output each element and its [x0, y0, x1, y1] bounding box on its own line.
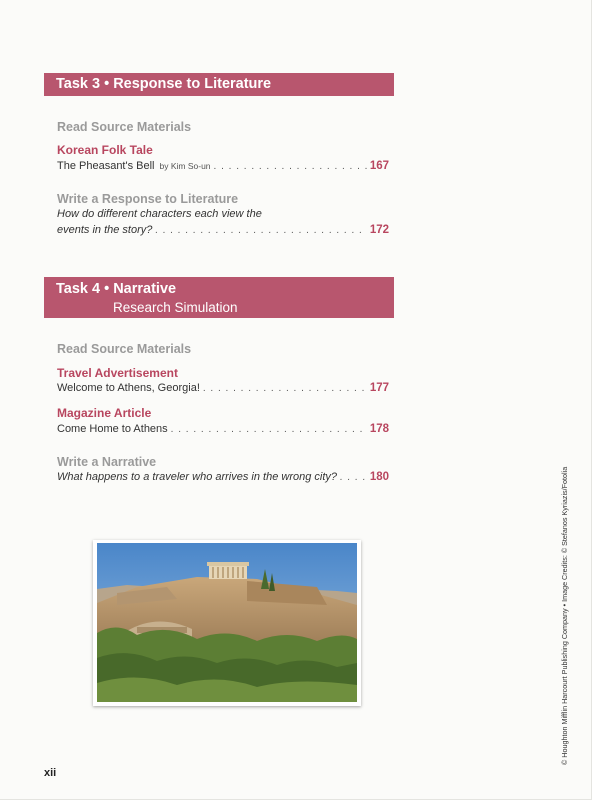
item1-page: 177 — [369, 382, 389, 394]
item2-title: Come Home to Athens — [57, 423, 168, 435]
item2-page: 178 — [369, 423, 389, 435]
task3-question-entry[interactable] — [57, 224, 389, 236]
task4-question-entry[interactable] — [57, 471, 389, 483]
leader-dots — [155, 225, 366, 236]
task4-subtitle: Research Simulation — [113, 300, 238, 315]
leader-dots — [340, 472, 367, 483]
leader-dots — [171, 424, 367, 435]
item1-title: Welcome to Athens, Georgia! — [57, 382, 200, 394]
task3-title: Task 3 • Response to Literature — [56, 76, 272, 92]
task3-story-entry[interactable] — [57, 160, 389, 172]
task3-category: Korean Folk Tale — [57, 143, 153, 157]
task4-read-heading: Read Source Materials — [57, 342, 192, 356]
photo-frame — [93, 540, 361, 706]
page-number: xii — [44, 767, 57, 779]
task4-title: Task 4 • Narrative — [56, 281, 177, 297]
acropolis-photo — [97, 543, 357, 702]
story-page: 167 — [369, 160, 389, 172]
task3-question-page: 172 — [369, 224, 389, 236]
task4-category2: Magazine Article — [57, 406, 152, 420]
leader-dots — [203, 383, 367, 394]
task4-write-heading: Write a Narrative — [57, 455, 157, 469]
task4-item1-entry[interactable] — [57, 382, 389, 394]
task3-read-heading: Read Source Materials — [57, 120, 192, 134]
task3-banner — [44, 73, 394, 96]
task4-question: What happens to a traveler who arrives in the wrong city? — [57, 471, 338, 483]
task4-question-page: 180 — [369, 471, 389, 483]
image-credit: © Houghton Mifflin Harcourt Publishing Company • Image Credits: © Stefanos Kyriazis/Fotolia — [560, 466, 569, 765]
story-title: The Pheasant's Bell — [57, 160, 155, 172]
task4-category1: Travel Advertisement — [57, 366, 178, 380]
task3-question-line1: How do different characters each view the — [57, 208, 262, 220]
task3-write-heading: Write a Response to Literature — [57, 192, 239, 206]
leader-dots — [214, 161, 367, 172]
task3-question-line2: events in the story? — [57, 224, 153, 236]
task4-item2-entry[interactable] — [57, 423, 389, 435]
story-author: by Kim So-un — [159, 161, 211, 171]
task4-banner — [44, 277, 394, 318]
